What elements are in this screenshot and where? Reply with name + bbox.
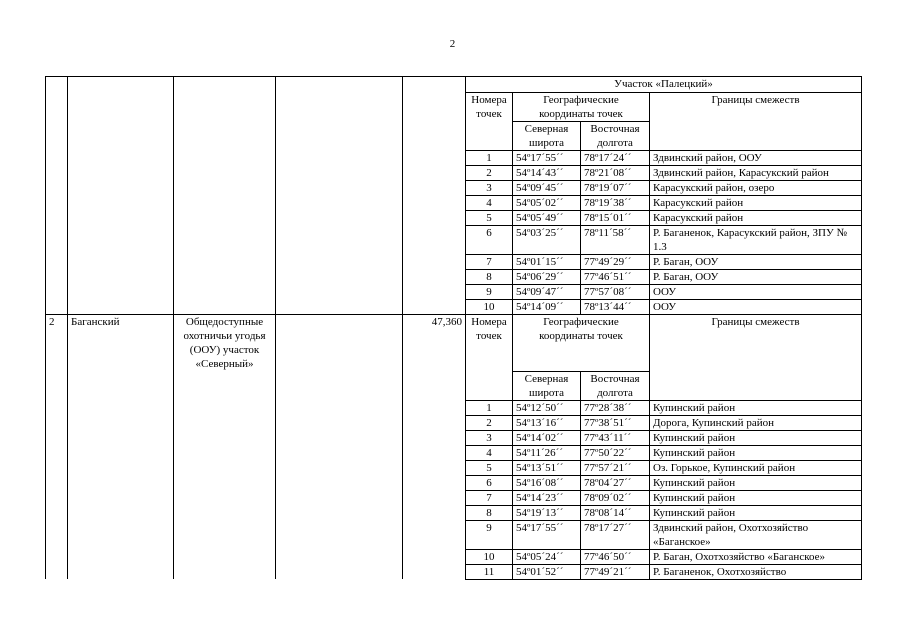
longitude-value: 78º09´02´´ bbox=[581, 490, 650, 505]
page-number: 2 bbox=[449, 38, 456, 50]
table-row bbox=[46, 430, 862, 445]
empty-cell bbox=[403, 400, 466, 415]
empty-cell bbox=[174, 475, 276, 490]
empty-cell bbox=[46, 549, 68, 564]
latitude-value: 54º19´13´´ bbox=[513, 505, 581, 520]
empty-cell bbox=[276, 415, 403, 430]
empty-cell bbox=[46, 445, 68, 460]
empty-cell bbox=[403, 181, 466, 196]
empty-cell bbox=[276, 505, 403, 520]
point-number: 5 bbox=[466, 460, 513, 475]
empty-cell bbox=[46, 490, 68, 505]
empty-cell bbox=[68, 255, 174, 270]
latitude-value: 54º05´02´´ bbox=[513, 196, 581, 211]
empty-cell bbox=[174, 255, 276, 270]
empty-cell bbox=[403, 460, 466, 475]
bounds-header: Границы смежеств bbox=[650, 315, 862, 401]
table-row bbox=[46, 460, 862, 475]
table-row bbox=[46, 520, 862, 549]
point-number: 11 bbox=[466, 564, 513, 579]
empty-cell bbox=[174, 564, 276, 579]
empty-cell bbox=[68, 270, 174, 285]
empty-cell bbox=[68, 475, 174, 490]
boundary-description: Р. Баганенок, Карасукский район, ЗПУ № 1.3 bbox=[650, 226, 862, 255]
table-row bbox=[46, 475, 862, 490]
empty-cell bbox=[276, 400, 403, 415]
empty-cell bbox=[174, 520, 276, 549]
section-palecky-points bbox=[46, 151, 862, 315]
longitude-value: 77º38´51´´ bbox=[581, 415, 650, 430]
longitude-value: 78º13´44´´ bbox=[581, 300, 650, 315]
points-header: Номера точек bbox=[466, 93, 513, 151]
latitude-value: 54º05´24´´ bbox=[513, 549, 581, 564]
longitude-value: 78º11´58´´ bbox=[581, 226, 650, 255]
point-number: 2 bbox=[466, 415, 513, 430]
empty-cell bbox=[403, 505, 466, 520]
point-number: 3 bbox=[466, 430, 513, 445]
empty-cell bbox=[276, 122, 403, 151]
table-row bbox=[46, 505, 862, 520]
boundary-description: Р. Баганенок, Охотхозяйство bbox=[650, 564, 862, 579]
empty-cell bbox=[174, 415, 276, 430]
boundary-description: Карасукский район bbox=[650, 211, 862, 226]
table-row bbox=[46, 255, 862, 270]
empty-cell bbox=[46, 166, 68, 181]
empty-cell bbox=[46, 371, 68, 400]
empty-cell bbox=[46, 520, 68, 549]
boundary-description: Здвинский район, Карасукский район bbox=[650, 166, 862, 181]
empty-cell bbox=[68, 300, 174, 315]
longitude-value: 78º08´14´´ bbox=[581, 505, 650, 520]
point-number: 7 bbox=[466, 255, 513, 270]
boundary-description: Здвинский район, Охотхозяйство «Баганское» bbox=[650, 520, 862, 549]
table-row bbox=[46, 211, 862, 226]
longitude-value: 77º43´11´´ bbox=[581, 430, 650, 445]
empty-cell bbox=[46, 196, 68, 211]
point-number: 4 bbox=[466, 196, 513, 211]
empty-cell bbox=[276, 490, 403, 505]
empty-cell bbox=[276, 270, 403, 285]
empty-cell bbox=[403, 285, 466, 300]
boundary-description: Купинский район bbox=[650, 505, 862, 520]
bounds-header: Границы смежеств bbox=[650, 93, 862, 151]
empty-cell bbox=[68, 371, 174, 400]
empty-cell bbox=[46, 211, 68, 226]
empty-cell bbox=[403, 520, 466, 549]
empty-cell bbox=[174, 93, 276, 122]
row-number: 2 bbox=[46, 315, 68, 372]
empty-cell bbox=[276, 445, 403, 460]
empty-cell bbox=[403, 371, 466, 400]
longitude-header: Восточная долгота bbox=[581, 371, 650, 400]
longitude-value: 78º17´27´´ bbox=[581, 520, 650, 549]
section-title: Участок «Палецкий» bbox=[466, 77, 862, 93]
longitude-value: 77º49´29´´ bbox=[581, 255, 650, 270]
table-row bbox=[46, 415, 862, 430]
latitude-value: 54º12´50´´ bbox=[513, 400, 581, 415]
empty-cell bbox=[276, 520, 403, 549]
empty-cell bbox=[403, 166, 466, 181]
table-row bbox=[46, 564, 862, 579]
boundary-description: Р. Баган, ООУ bbox=[650, 255, 862, 270]
empty-cell bbox=[174, 285, 276, 300]
empty-cell bbox=[174, 166, 276, 181]
boundary-description: Купинский район bbox=[650, 475, 862, 490]
empty-cell bbox=[68, 549, 174, 564]
latitude-value: 54º13´51´´ bbox=[513, 460, 581, 475]
longitude-value: 77º57´08´´ bbox=[581, 285, 650, 300]
table-row bbox=[46, 300, 862, 315]
empty-cell bbox=[276, 564, 403, 579]
empty-cell bbox=[403, 445, 466, 460]
empty-cell bbox=[46, 415, 68, 430]
empty-cell bbox=[46, 226, 68, 255]
empty-cell bbox=[403, 475, 466, 490]
empty-cell bbox=[68, 490, 174, 505]
latitude-value: 54º01´52´´ bbox=[513, 564, 581, 579]
empty-cell bbox=[68, 400, 174, 415]
empty-cell bbox=[68, 196, 174, 211]
empty-cell bbox=[46, 400, 68, 415]
empty-cell bbox=[174, 549, 276, 564]
empty-cell bbox=[174, 300, 276, 315]
empty-cell bbox=[276, 93, 403, 122]
empty-cell bbox=[174, 371, 276, 400]
table-row bbox=[46, 196, 862, 211]
table-row bbox=[46, 549, 862, 564]
empty-cell bbox=[403, 151, 466, 166]
district-name: Баганский bbox=[68, 315, 174, 372]
empty-cell bbox=[174, 445, 276, 460]
latitude-value: 54º14´02´´ bbox=[513, 430, 581, 445]
point-number: 9 bbox=[466, 520, 513, 549]
point-number: 6 bbox=[466, 475, 513, 490]
coords-header: Географические координаты точек bbox=[513, 315, 650, 372]
empty-cell bbox=[68, 181, 174, 196]
boundary-description: Карасукский район bbox=[650, 196, 862, 211]
point-number: 5 bbox=[466, 211, 513, 226]
empty-cell bbox=[68, 520, 174, 549]
empty-cell bbox=[403, 430, 466, 445]
empty-cell bbox=[174, 270, 276, 285]
latitude-header: Северная широта bbox=[513, 122, 581, 151]
empty-cell bbox=[403, 211, 466, 226]
longitude-value: 78º21´08´´ bbox=[581, 166, 650, 181]
longitude-value: 77º57´21´´ bbox=[581, 460, 650, 475]
empty-cell bbox=[68, 564, 174, 579]
empty-cell bbox=[46, 564, 68, 579]
longitude-value: 77º28´38´´ bbox=[581, 400, 650, 415]
empty-cell bbox=[46, 300, 68, 315]
empty-cell bbox=[174, 400, 276, 415]
latitude-value: 54º16´08´´ bbox=[513, 475, 581, 490]
empty-cell bbox=[403, 255, 466, 270]
empty-cell bbox=[174, 226, 276, 255]
point-number: 10 bbox=[466, 549, 513, 564]
table-row bbox=[46, 445, 862, 460]
boundary-description: Здвинский район, ООУ bbox=[650, 151, 862, 166]
area-value: 47,360 bbox=[403, 315, 466, 372]
coords-header: Географические координаты точек bbox=[513, 93, 650, 122]
empty-cell bbox=[46, 122, 68, 151]
empty-cell bbox=[174, 505, 276, 520]
table-row bbox=[46, 285, 862, 300]
ground-name: Общедоступные охотничьи угодья (ООУ) участок «Северный» bbox=[174, 315, 276, 372]
latitude-value: 54º14´23´´ bbox=[513, 490, 581, 505]
latitude-value: 54º05´49´´ bbox=[513, 211, 581, 226]
empty-cell bbox=[403, 300, 466, 315]
table-row bbox=[46, 400, 862, 415]
boundary-description: Р. Баган, ООУ bbox=[650, 270, 862, 285]
empty-cell bbox=[276, 549, 403, 564]
empty-cell bbox=[276, 151, 403, 166]
empty-cell bbox=[403, 564, 466, 579]
empty-cell bbox=[68, 226, 174, 255]
boundary-description: ООУ bbox=[650, 300, 862, 315]
point-number: 9 bbox=[466, 285, 513, 300]
longitude-value: 78º19´38´´ bbox=[581, 196, 650, 211]
empty-cell bbox=[46, 430, 68, 445]
empty-cell bbox=[276, 460, 403, 475]
point-number: 1 bbox=[466, 151, 513, 166]
boundary-description: Купинский район bbox=[650, 430, 862, 445]
boundary-description: Дорога, Купинский район bbox=[650, 415, 862, 430]
latitude-value: 54º13´16´´ bbox=[513, 415, 581, 430]
table-row bbox=[46, 490, 862, 505]
empty-cell bbox=[276, 255, 403, 270]
empty-cell bbox=[276, 77, 403, 93]
table-row bbox=[46, 151, 862, 166]
empty-cell bbox=[68, 460, 174, 475]
boundary-description: Купинский район bbox=[650, 400, 862, 415]
latitude-value: 54º06´29´´ bbox=[513, 270, 581, 285]
empty-cell bbox=[276, 211, 403, 226]
latitude-value: 54º14´43´´ bbox=[513, 166, 581, 181]
boundary-description: Карасукский район, озеро bbox=[650, 181, 862, 196]
boundary-description: Р. Баган, Охотхозяйство «Баганское» bbox=[650, 549, 862, 564]
empty-cell bbox=[68, 166, 174, 181]
empty-cell bbox=[46, 93, 68, 122]
empty-cell bbox=[68, 122, 174, 151]
empty-cell bbox=[46, 460, 68, 475]
table-row bbox=[46, 270, 862, 285]
empty-cell bbox=[68, 211, 174, 226]
longitude-value: 77º49´21´´ bbox=[581, 564, 650, 579]
point-number: 4 bbox=[466, 445, 513, 460]
point-number: 6 bbox=[466, 226, 513, 255]
section-severny-points bbox=[46, 400, 862, 579]
hunting-grounds-table bbox=[45, 76, 862, 580]
empty-cell bbox=[403, 122, 466, 151]
latitude-value: 54º11´26´´ bbox=[513, 445, 581, 460]
empty-cell bbox=[68, 430, 174, 445]
empty-cell bbox=[68, 151, 174, 166]
boundary-description: Оз. Горькое, Купинский район bbox=[650, 460, 862, 475]
latitude-value: 54º09´47´´ bbox=[513, 285, 581, 300]
empty-cell bbox=[276, 300, 403, 315]
latitude-value: 54º14´09´´ bbox=[513, 300, 581, 315]
empty-cell bbox=[276, 285, 403, 300]
empty-cell bbox=[276, 226, 403, 255]
points-header: Номера точек bbox=[466, 315, 513, 401]
empty-cell bbox=[46, 181, 68, 196]
point-number: 3 bbox=[466, 181, 513, 196]
point-number: 10 bbox=[466, 300, 513, 315]
boundary-description: Купинский район bbox=[650, 445, 862, 460]
longitude-header: Восточная долгота bbox=[581, 122, 650, 151]
empty-cell bbox=[174, 196, 276, 211]
longitude-value: 78º04´27´´ bbox=[581, 475, 650, 490]
empty-cell bbox=[46, 151, 68, 166]
point-number: 8 bbox=[466, 505, 513, 520]
longitude-value: 78º17´24´´ bbox=[581, 151, 650, 166]
empty-cell bbox=[174, 122, 276, 151]
empty-cell bbox=[403, 226, 466, 255]
empty-cell bbox=[174, 430, 276, 445]
latitude-value: 54º09´45´´ bbox=[513, 181, 581, 196]
point-number: 1 bbox=[466, 400, 513, 415]
empty-cell bbox=[403, 196, 466, 211]
empty-cell bbox=[68, 445, 174, 460]
empty-cell bbox=[276, 166, 403, 181]
empty-cell bbox=[46, 270, 68, 285]
point-number: 2 bbox=[466, 166, 513, 181]
latitude-value: 54º03´25´´ bbox=[513, 226, 581, 255]
empty-cell bbox=[68, 285, 174, 300]
empty-cell bbox=[403, 270, 466, 285]
empty-cell bbox=[46, 285, 68, 300]
latitude-value: 54º17´55´´ bbox=[513, 520, 581, 549]
latitude-value: 54º01´15´´ bbox=[513, 255, 581, 270]
empty-cell bbox=[46, 475, 68, 490]
table-row bbox=[46, 166, 862, 181]
longitude-value: 77º46´51´´ bbox=[581, 270, 650, 285]
longitude-value: 78º19´07´´ bbox=[581, 181, 650, 196]
ground-name-cell bbox=[174, 77, 276, 93]
empty-cell bbox=[174, 211, 276, 226]
boundary-description: Купинский район bbox=[650, 490, 862, 505]
row-number-cell bbox=[46, 77, 68, 93]
point-number: 8 bbox=[466, 270, 513, 285]
empty-cell bbox=[276, 196, 403, 211]
point-number: 7 bbox=[466, 490, 513, 505]
boundary-description: ООУ bbox=[650, 285, 862, 300]
empty-cell bbox=[68, 505, 174, 520]
empty-cell bbox=[174, 490, 276, 505]
empty-cell bbox=[276, 315, 403, 372]
empty-cell bbox=[46, 255, 68, 270]
empty-cell bbox=[174, 460, 276, 475]
longitude-value: 78º15´01´´ bbox=[581, 211, 650, 226]
empty-cell bbox=[276, 430, 403, 445]
empty-cell bbox=[174, 151, 276, 166]
latitude-value: 54º17´55´´ bbox=[513, 151, 581, 166]
district-cell bbox=[68, 77, 174, 93]
empty-cell bbox=[68, 93, 174, 122]
longitude-value: 77º50´22´´ bbox=[581, 445, 650, 460]
empty-cell bbox=[46, 505, 68, 520]
empty-cell bbox=[403, 93, 466, 122]
table-row bbox=[46, 181, 862, 196]
table-row bbox=[46, 226, 862, 255]
empty-cell bbox=[276, 371, 403, 400]
empty-cell bbox=[68, 415, 174, 430]
empty-cell bbox=[276, 181, 403, 196]
longitude-value: 77º46´50´´ bbox=[581, 549, 650, 564]
empty-cell bbox=[174, 181, 276, 196]
empty-cell bbox=[403, 415, 466, 430]
latitude-header: Северная широта bbox=[513, 371, 581, 400]
area-cell bbox=[403, 77, 466, 93]
empty-cell bbox=[403, 549, 466, 564]
empty-cell bbox=[276, 475, 403, 490]
empty-cell bbox=[403, 490, 466, 505]
